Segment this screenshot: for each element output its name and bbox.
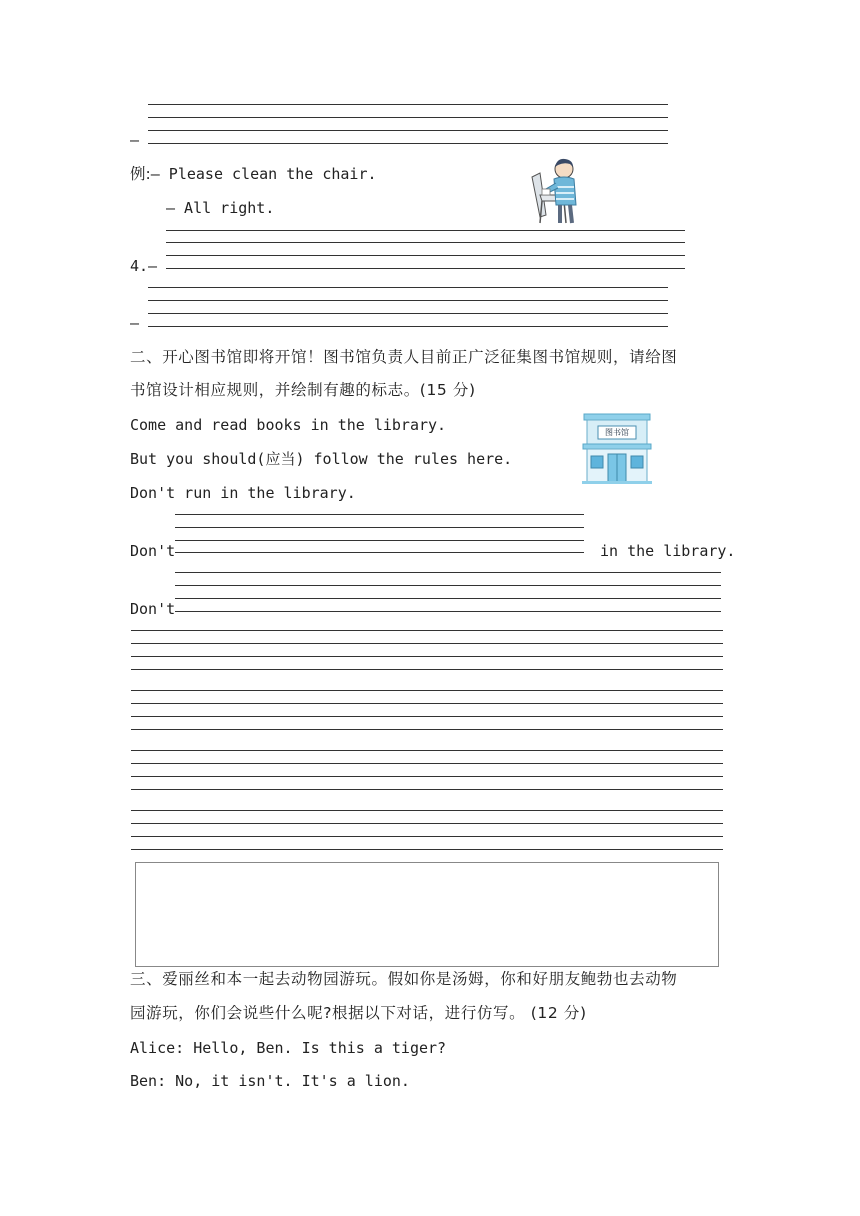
section-2-heading-line-1: 二、开心图书馆即将开馆！图书馆负责人目前正广泛征集图书馆规则，请给图: [130, 348, 678, 366]
writing-line: [175, 598, 721, 599]
writing-line: [175, 585, 721, 586]
writing-line: [175, 552, 584, 553]
item-4-number: 4.—: [130, 257, 158, 275]
section-2-heading-line-2: 书馆设计相应规则，并绘制有趣的标志。(15 分): [130, 381, 476, 399]
writing-line: [166, 268, 685, 269]
writing-line: [148, 300, 668, 301]
writing-line: [131, 690, 723, 691]
writing-line: [175, 540, 584, 541]
writing-line: [175, 514, 584, 515]
library-sign-text: 图书馆: [605, 428, 629, 437]
writing-line: [166, 230, 685, 231]
writing-line: [131, 823, 723, 824]
writing-line: [131, 763, 723, 764]
writing-line: [131, 776, 723, 777]
writing-line: [148, 104, 668, 105]
section-3-heading-line-1: 三、爱丽丝和本一起去动物园游玩。假如你是汤姆，你和好朋友鲍勃也去动物: [130, 970, 678, 988]
writing-line: [131, 750, 723, 751]
writing-line: [148, 326, 668, 327]
writing-line: [148, 143, 668, 144]
writing-line: [131, 643, 723, 644]
section-3-heading-line-2: 园游玩，你们会说些什么呢?根据以下对话，进行仿写。 (12 分): [130, 1004, 587, 1022]
writing-line: [148, 287, 668, 288]
writing-line: [175, 527, 584, 528]
boy-cleaning-chair-illustration: [526, 155, 588, 227]
writing-line: [131, 810, 723, 811]
example-answer: — All right.: [166, 199, 275, 217]
section-2-line-2: But you should(应当) follow the rules here.: [130, 450, 513, 468]
writing-line: [131, 669, 723, 670]
writing-line: [131, 656, 723, 657]
example-question: — Please clean the chair.: [150, 165, 377, 183]
writing-line: [131, 630, 723, 631]
writing-line: [175, 611, 721, 612]
writing-line: [131, 716, 723, 717]
writing-line: [131, 836, 723, 837]
writing-line: [166, 242, 685, 243]
writing-line: [131, 703, 723, 704]
writing-line: [131, 849, 723, 850]
section-2-line-1: Come and read books in the library.: [130, 416, 447, 434]
writing-line: [131, 789, 723, 790]
writing-line: [148, 117, 668, 118]
writing-line: [175, 572, 721, 573]
answer-dash: —: [130, 131, 140, 149]
answer-dash: —: [130, 314, 140, 332]
dialog-line-1: Alice: Hello, Ben. Is this a tiger?: [130, 1039, 447, 1057]
section-2-line-3: Don't run in the library.: [130, 484, 356, 502]
blank-1-suffix: in the library.: [600, 542, 736, 560]
writing-line: [166, 255, 685, 256]
writing-line: [148, 130, 668, 131]
library-building-illustration: [582, 412, 652, 484]
example-prefix: 例:: [130, 165, 151, 183]
blank-1-prefix: Don't: [130, 542, 176, 560]
writing-line: [148, 313, 668, 314]
dialog-line-2: Ben: No, it isn't. It's a lion.: [130, 1072, 410, 1090]
sign-drawing-box[interactable]: [135, 862, 719, 967]
blank-2-prefix: Don't: [130, 600, 176, 618]
writing-line: [131, 729, 723, 730]
example-line-1: [130, 164, 377, 184]
